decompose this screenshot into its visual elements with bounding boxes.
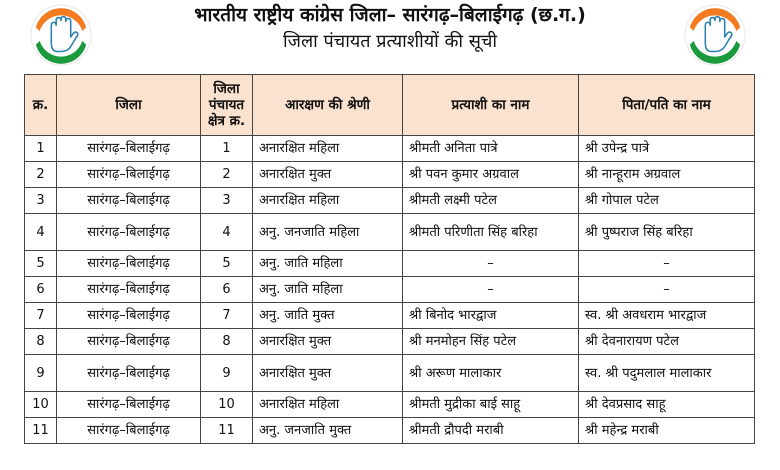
cell-category: अनारक्षित महिला <box>253 392 403 418</box>
cell-category: अनु. जनजाति मुक्त <box>253 418 403 444</box>
table-row <box>25 277 755 303</box>
table-header <box>25 75 755 136</box>
cell-district: सारंगढ़–बिलाईगढ़ <box>57 418 201 444</box>
document-subtitle: जिला पंचायत प्रत्याशीयों की सूची <box>282 31 498 52</box>
cell-candidate: श्रीमती लक्ष्मी पटेल <box>403 188 579 214</box>
cell-zone-number: 11 <box>201 418 253 444</box>
cell-zone-number: 1 <box>201 136 253 162</box>
cell-serial: 10 <box>25 392 57 418</box>
cell-category: अनु. जाति महिला <box>253 251 403 277</box>
cell-relative: स्व. श्री पदुमलाल मालाकार <box>579 355 755 392</box>
cell-serial: 9 <box>25 355 57 392</box>
cell-district: सारंगढ़–बिलाईगढ़ <box>57 277 201 303</box>
cell-district: सारंगढ़–बिलाईगढ़ <box>57 136 201 162</box>
column-header-serial: क्र. <box>25 75 57 136</box>
cell-candidate: श्री अरूण मालाकार <box>403 355 579 392</box>
cell-serial: 1 <box>25 136 57 162</box>
cell-district: सारंगढ़–बिलाईगढ़ <box>57 251 201 277</box>
cell-category: अनु. जनजाति महिला <box>253 214 403 251</box>
cell-district: सारंगढ़–बिलाईगढ़ <box>57 355 201 392</box>
cell-zone-number: 8 <box>201 329 253 355</box>
cell-candidate: – <box>403 251 579 277</box>
cell-serial: 6 <box>25 277 57 303</box>
cell-relative: – <box>579 251 755 277</box>
candidate-table <box>24 74 755 444</box>
cell-serial: 5 <box>25 251 57 277</box>
cell-zone-number: 3 <box>201 188 253 214</box>
congress-hand-logo <box>684 4 746 66</box>
column-header-candidate-name: प्रत्याशी का नाम <box>403 75 579 136</box>
cell-relative: श्री महेन्द्र मराबी <box>579 418 755 444</box>
table-row <box>25 251 755 277</box>
table-row <box>25 329 755 355</box>
cell-zone-number: 9 <box>201 355 253 392</box>
cell-candidate: श्री बिनोद भारद्वाज <box>403 303 579 329</box>
document-title: भारतीय राष्ट्रीय कांग्रेस जिला– सारंगढ़–बिलाईगढ़ (छ.ग.) <box>194 4 586 26</box>
header-row <box>25 75 755 136</box>
cell-zone-number: 7 <box>201 303 253 329</box>
cell-district: सारंगढ़–बिलाईगढ़ <box>57 303 201 329</box>
cell-candidate: श्रीमती मुद्रीका बाई साहू <box>403 392 579 418</box>
cell-relative: श्री उपेन्द्र पात्रे <box>579 136 755 162</box>
cell-category: अनारक्षित महिला <box>253 136 403 162</box>
table-row <box>25 214 755 251</box>
document-header <box>0 0 780 72</box>
cell-category: अनारक्षित महिला <box>253 188 403 214</box>
table-row <box>25 162 755 188</box>
cell-serial: 8 <box>25 329 57 355</box>
table-row <box>25 136 755 162</box>
cell-candidate: – <box>403 277 579 303</box>
cell-district: सारंगढ़–बिलाईगढ़ <box>57 392 201 418</box>
cell-zone-number: 2 <box>201 162 253 188</box>
cell-serial: 2 <box>25 162 57 188</box>
cell-candidate: श्रीमती परिणीता सिंह बरिहा <box>403 214 579 251</box>
cell-category: अनारक्षित मुक्त <box>253 329 403 355</box>
cell-candidate: श्रीमती द्रौपदी मराबी <box>403 418 579 444</box>
cell-candidate: श्री पवन कुमार अग्रवाल <box>403 162 579 188</box>
table-row <box>25 355 755 392</box>
table-body <box>25 136 755 444</box>
cell-district: सारंगढ़–बिलाईगढ़ <box>57 188 201 214</box>
cell-zone-number: 10 <box>201 392 253 418</box>
table-row <box>25 418 755 444</box>
cell-serial: 3 <box>25 188 57 214</box>
cell-category: अनारक्षित मुक्त <box>253 355 403 392</box>
column-header-father-husband-name: पिता/पति का नाम <box>579 75 755 136</box>
cell-candidate: श्री मनमोहन सिंह पटेल <box>403 329 579 355</box>
cell-relative: श्री देवप्रसाद साहू <box>579 392 755 418</box>
column-header-district: जिला <box>57 75 201 136</box>
cell-zone-number: 5 <box>201 251 253 277</box>
cell-district: सारंगढ़–बिलाईगढ़ <box>57 329 201 355</box>
table-row <box>25 303 755 329</box>
table-row <box>25 188 755 214</box>
congress-hand-logo <box>30 4 92 66</box>
cell-serial: 7 <box>25 303 57 329</box>
cell-category: अनु. जाति मुक्त <box>253 303 403 329</box>
cell-serial: 11 <box>25 418 57 444</box>
cell-relative: स्व. श्री अवधराम भारद्वाज <box>579 303 755 329</box>
column-header-reservation-category: आरक्षण की श्रेणी <box>253 75 403 136</box>
column-header-zone-number: जिला पंचायत क्षेत्र क्र. <box>201 75 253 136</box>
cell-zone-number: 6 <box>201 277 253 303</box>
table-row <box>25 392 755 418</box>
cell-category: अनु. जाति महिला <box>253 277 403 303</box>
cell-category: अनारक्षित मुक्त <box>253 162 403 188</box>
cell-district: सारंगढ़–बिलाईगढ़ <box>57 214 201 251</box>
cell-relative: – <box>579 277 755 303</box>
cell-district: सारंगढ़–बिलाईगढ़ <box>57 162 201 188</box>
cell-serial: 4 <box>25 214 57 251</box>
cell-zone-number: 4 <box>201 214 253 251</box>
cell-relative: श्री नान्हूराम अग्रवाल <box>579 162 755 188</box>
cell-candidate: श्रीमती अनिता पात्रे <box>403 136 579 162</box>
cell-relative: श्री गोपाल पटेल <box>579 188 755 214</box>
cell-relative: श्री पुष्पराज सिंह बरिहा <box>579 214 755 251</box>
cell-relative: श्री देवनारायण पटेल <box>579 329 755 355</box>
